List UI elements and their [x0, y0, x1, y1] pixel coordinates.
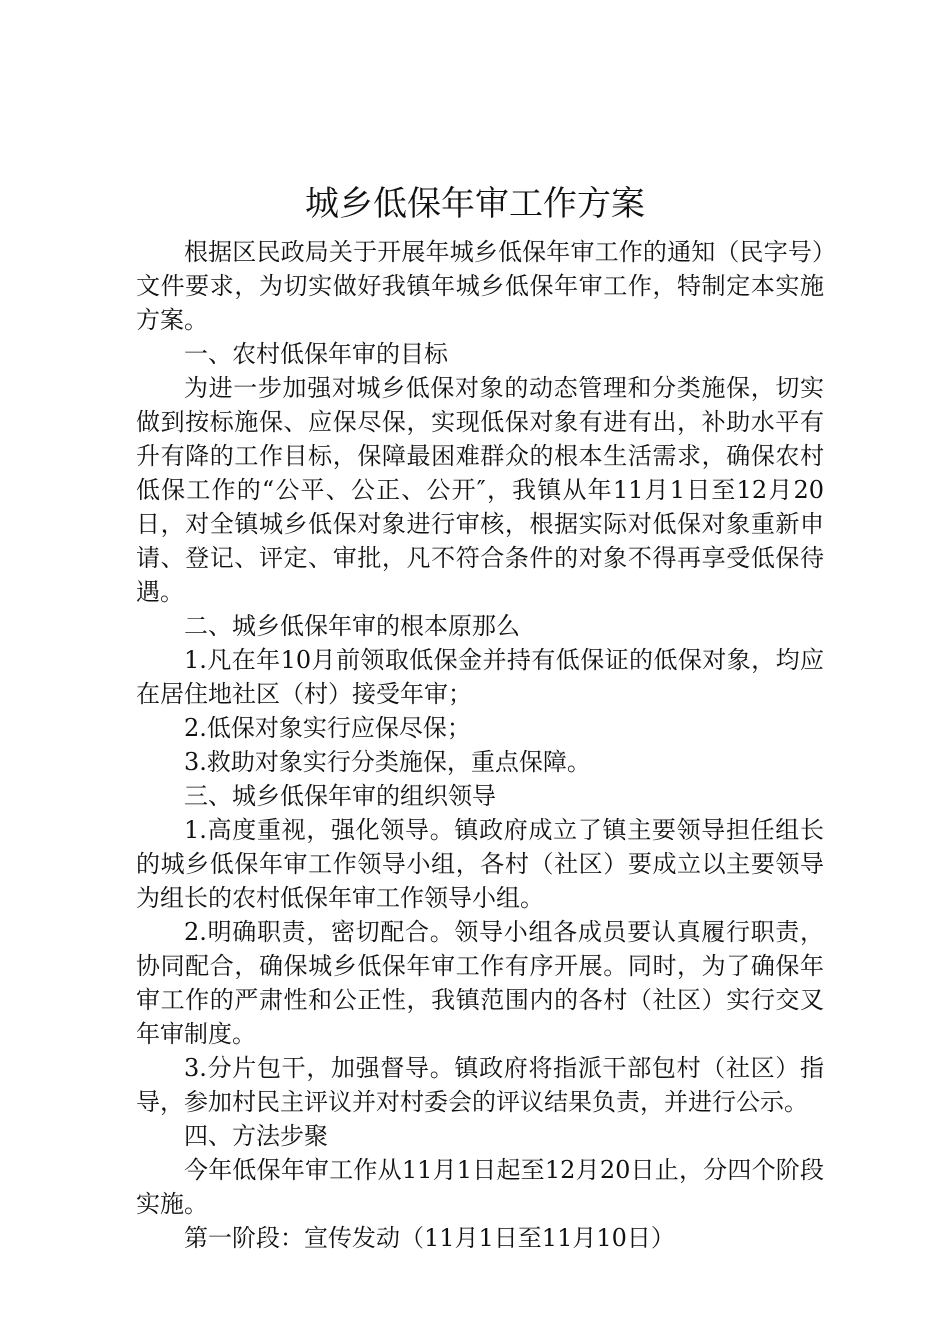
- paragraph-organization-2: 2.明确职责，密切配合。领导小组各成员要认真履行职责，协同配合，确保城乡低保年审工作有序开展。同时，为了确保年审工作的严肃性和公正性，我镇范围内的各村（社区）实行交叉年审制度。: [136, 918, 824, 1048]
- paragraph-steps-intro: 今年低保年审工作从11月1日起至12月20日止，分四个阶段实施。: [136, 1156, 824, 1218]
- heading-section-4: 四、方法步聚: [184, 1122, 328, 1150]
- paragraph-principle-2: 2.低保对象实行应保尽保；: [184, 714, 471, 742]
- heading-section-3: 三、城乡低保年审的组织领导: [184, 782, 496, 810]
- paragraph-goal: 为进一步加强对城乡低保对象的动态管理和分类施保，切实做到按标施保、应保尽保，实现低保对象有进有出，补助水平有升有降的工作目标，保障最困难群众的根本生活需求，确保农村低保工作的“公平、公正、公开″，我镇从年11月1日至12月20日，对全镇城乡低保对象进行审核，根据实际对低保对象重新申请、登记、评定、审批，凡不符合条件的对象不得再享受低保待遇。: [136, 374, 824, 606]
- paragraph-organization-1: 1.高度重视，强化领导。镇政府成立了镇主要领导担任组长的城乡低保年审工作领导小组，各村（社区）要成立以主要领导为组长的农村低保年审工作领导小组。: [136, 816, 824, 912]
- paragraph-organization-3: 3.分片包干，加强督导。镇政府将指派干部包村（社区）指导，参加村民主评议并对村委会的评议结果负责，并进行公示。: [136, 1054, 824, 1116]
- heading-section-2: 二、城乡低保年审的根本原那么: [184, 612, 520, 640]
- paragraph-stage-1: 第一阶段：宣传发动（11月1日至11月10日）: [184, 1224, 675, 1252]
- document-title: 城乡低保年审工作方案: [305, 184, 645, 224]
- document-body: [136, 235, 824, 1255]
- paragraph-principle-3: 3.救助对象实行分类施保，重点保障。: [184, 748, 591, 776]
- heading-section-1: 一、农村低保年审的目标: [184, 340, 448, 368]
- paragraph-principle-1: 1.凡在年10月前领取低保金并持有低保证的低保对象，均应在居住地社区（村）接受年审；: [136, 646, 824, 708]
- paragraph-intro: 根据区民政局关于开展年城乡低保年审工作的通知（民字号）文件要求，为切实做好我镇年城乡低保年审工作，特制定本实施方案。: [136, 238, 824, 334]
